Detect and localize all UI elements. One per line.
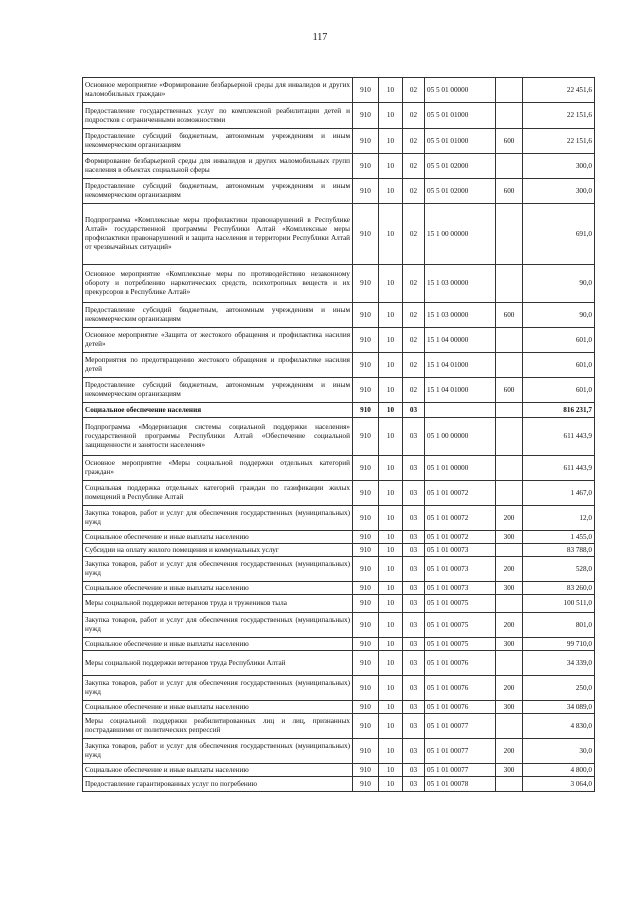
cell-expense-type: 300 (496, 701, 523, 714)
cell-section: 10 (379, 154, 403, 179)
cell-amount: 4 800,0 (523, 764, 595, 777)
cell-amount: 30,0 (523, 739, 595, 764)
cell-section: 10 (379, 78, 403, 103)
budget-table (82, 77, 595, 792)
cell-target-article: 05 1 01 00075 (425, 638, 496, 651)
cell-expense-type (496, 204, 523, 265)
cell-section: 10 (379, 544, 403, 557)
cell-amount: 691,0 (523, 204, 595, 265)
cell-admin-code: 910 (353, 764, 379, 777)
cell-admin-code: 910 (353, 353, 379, 378)
cell-subsection: 02 (403, 129, 425, 154)
cell-subsection: 02 (403, 103, 425, 129)
cell-expense-type (496, 403, 523, 418)
cell-expense-type: 600 (496, 303, 523, 328)
cell-expense-type (496, 418, 523, 456)
cell-section: 10 (379, 764, 403, 777)
cell-amount: 22 151,6 (523, 103, 595, 129)
cell-expense-type (496, 481, 523, 506)
cell-target-article: 15 1 04 00000 (425, 328, 496, 353)
cell-name: Закупка товаров, работ и услуг для обеспечения государственных (муниципальных) нужд (83, 557, 353, 582)
cell-expense-type: 300 (496, 531, 523, 544)
cell-subsection: 03 (403, 418, 425, 456)
table-row (83, 777, 595, 792)
cell-subsection: 03 (403, 557, 425, 582)
cell-subsection: 03 (403, 651, 425, 676)
table-row (83, 456, 595, 481)
cell-admin-code: 910 (353, 739, 379, 764)
cell-subsection: 03 (403, 676, 425, 701)
cell-admin-code: 910 (353, 403, 379, 418)
table-row (83, 353, 595, 378)
cell-name: Социальное обеспечение и иные выплаты населению (83, 701, 353, 714)
table-row (83, 154, 595, 179)
cell-section: 10 (379, 613, 403, 638)
cell-target-article: 05 1 01 00076 (425, 651, 496, 676)
cell-subsection: 03 (403, 613, 425, 638)
cell-amount: 99 710,0 (523, 638, 595, 651)
table-row (83, 179, 595, 204)
cell-name: Социальное обеспечение населения (83, 403, 353, 418)
cell-name: Предоставление субсидий бюджетным, автономным учреждениям и иным некоммерческим организациям (83, 179, 353, 204)
cell-section: 10 (379, 418, 403, 456)
cell-target-article: 05 5 01 01000 (425, 129, 496, 154)
cell-name: Предоставление субсидий бюджетным, автономным учреждениям и иным некоммерческим организациям (83, 303, 353, 328)
cell-amount: 83 260,0 (523, 582, 595, 595)
table-row (83, 418, 595, 456)
table-row (83, 103, 595, 129)
cell-admin-code: 910 (353, 179, 379, 204)
cell-name: Закупка товаров, работ и услуг для обеспечения государственных (муниципальных) нужд (83, 613, 353, 638)
cell-amount: 34 089,0 (523, 701, 595, 714)
cell-section: 10 (379, 777, 403, 792)
cell-section: 10 (379, 265, 403, 303)
cell-name: Основное мероприятие «Формирование безбарьерной среды для инвалидов и других маломобильных граждан» (83, 78, 353, 103)
cell-subsection: 03 (403, 481, 425, 506)
cell-target-article: 05 1 01 00077 (425, 714, 496, 739)
cell-amount: 300,0 (523, 154, 595, 179)
cell-target-article: 05 1 01 00076 (425, 676, 496, 701)
cell-admin-code: 910 (353, 544, 379, 557)
cell-amount: 300,0 (523, 179, 595, 204)
cell-target-article: 05 1 01 00075 (425, 613, 496, 638)
cell-admin-code: 910 (353, 418, 379, 456)
cell-target-article: 15 1 03 00000 (425, 265, 496, 303)
cell-expense-type: 300 (496, 582, 523, 595)
cell-target-article: 05 1 01 00073 (425, 582, 496, 595)
cell-section: 10 (379, 676, 403, 701)
cell-expense-type: 200 (496, 557, 523, 582)
cell-section: 10 (379, 595, 403, 613)
table-row (83, 78, 595, 103)
cell-name: Закупка товаров, работ и услуг для обеспечения государственных (муниципальных) нужд (83, 739, 353, 764)
cell-target-article: 05 1 01 00000 (425, 456, 496, 481)
cell-target-article: 05 1 01 00073 (425, 557, 496, 582)
cell-admin-code: 910 (353, 78, 379, 103)
cell-admin-code: 910 (353, 103, 379, 129)
cell-amount: 601,0 (523, 353, 595, 378)
cell-target-article: 05 1 01 00078 (425, 777, 496, 792)
cell-subsection: 03 (403, 595, 425, 613)
cell-amount: 22 151,6 (523, 129, 595, 154)
cell-subsection: 02 (403, 353, 425, 378)
cell-subsection: 02 (403, 179, 425, 204)
table-row (83, 303, 595, 328)
cell-target-article: 05 1 01 00077 (425, 764, 496, 777)
cell-subsection: 03 (403, 403, 425, 418)
cell-amount: 4 830,0 (523, 714, 595, 739)
table-row (83, 582, 595, 595)
cell-amount: 816 231,7 (523, 403, 595, 418)
cell-amount: 528,0 (523, 557, 595, 582)
table-row (83, 714, 595, 739)
cell-name: Предоставление государственных услуг по комплексной реабилитации детей и подростков с ограниченными возможностями (83, 103, 353, 129)
table-row (83, 739, 595, 764)
cell-admin-code: 910 (353, 777, 379, 792)
cell-expense-type: 600 (496, 179, 523, 204)
cell-section: 10 (379, 739, 403, 764)
cell-name: Социальное обеспечение и иные выплаты населению (83, 764, 353, 777)
cell-name: Меры социальной поддержки ветеранов труда и тружеников тыла (83, 595, 353, 613)
cell-subsection: 02 (403, 78, 425, 103)
cell-section: 10 (379, 129, 403, 154)
cell-subsection: 03 (403, 638, 425, 651)
cell-name: Предоставление субсидий бюджетным, автономным учреждениям и иным некоммерческим организациям (83, 378, 353, 403)
cell-expense-type: 200 (496, 613, 523, 638)
cell-amount: 250,0 (523, 676, 595, 701)
cell-expense-type (496, 595, 523, 613)
cell-expense-type: 600 (496, 378, 523, 403)
cell-amount: 3 064,0 (523, 777, 595, 792)
cell-target-article: 15 1 04 01000 (425, 378, 496, 403)
cell-subsection: 03 (403, 582, 425, 595)
cell-amount: 601,0 (523, 328, 595, 353)
cell-target-article: 05 5 01 02000 (425, 154, 496, 179)
table-row (83, 129, 595, 154)
cell-section: 10 (379, 481, 403, 506)
cell-name: Субсидии на оплату жилого помещения и коммунальных услуг (83, 544, 353, 557)
cell-admin-code: 910 (353, 378, 379, 403)
table-row (83, 544, 595, 557)
cell-target-article (425, 403, 496, 418)
cell-expense-type (496, 103, 523, 129)
cell-section: 10 (379, 403, 403, 418)
cell-section: 10 (379, 353, 403, 378)
table-row (83, 651, 595, 676)
table-row (83, 701, 595, 714)
cell-admin-code: 910 (353, 638, 379, 651)
table-row (83, 676, 595, 701)
cell-expense-type: 300 (496, 764, 523, 777)
cell-section: 10 (379, 714, 403, 739)
cell-amount: 1 467,0 (523, 481, 595, 506)
cell-admin-code: 910 (353, 701, 379, 714)
cell-amount: 1 455,0 (523, 531, 595, 544)
cell-expense-type (496, 328, 523, 353)
table-row (83, 531, 595, 544)
page-number: 117 (312, 32, 328, 43)
cell-expense-type (496, 714, 523, 739)
table-row (83, 378, 595, 403)
cell-admin-code: 910 (353, 613, 379, 638)
table-row (83, 506, 595, 531)
cell-section: 10 (379, 179, 403, 204)
cell-name: Закупка товаров, работ и услуг для обеспечения государственных (муниципальных) нужд (83, 676, 353, 701)
cell-section: 10 (379, 204, 403, 265)
cell-admin-code: 910 (353, 204, 379, 265)
cell-amount: 22 451,6 (523, 78, 595, 103)
cell-target-article: 15 1 03 00000 (425, 303, 496, 328)
table-row (83, 403, 595, 418)
cell-subsection: 03 (403, 544, 425, 557)
cell-expense-type (496, 78, 523, 103)
cell-amount: 12,0 (523, 506, 595, 531)
cell-subsection: 03 (403, 701, 425, 714)
cell-admin-code: 910 (353, 595, 379, 613)
cell-section: 10 (379, 506, 403, 531)
cell-admin-code: 910 (353, 328, 379, 353)
cell-name: Основное мероприятие «Меры социальной поддержки отдельных категорий граждан» (83, 456, 353, 481)
cell-name: Социальное обеспечение и иные выплаты населению (83, 638, 353, 651)
cell-section: 10 (379, 638, 403, 651)
cell-expense-type (496, 651, 523, 676)
cell-subsection: 03 (403, 714, 425, 739)
cell-target-article: 05 1 01 00072 (425, 531, 496, 544)
cell-name: Социальная поддержка отдельных категорий граждан по газификации жилых помещений в Республике Алтай (83, 481, 353, 506)
cell-subsection: 03 (403, 456, 425, 481)
cell-amount: 100 511,0 (523, 595, 595, 613)
cell-subsection: 02 (403, 328, 425, 353)
cell-expense-type (496, 456, 523, 481)
table-row (83, 638, 595, 651)
cell-expense-type (496, 154, 523, 179)
table-row (83, 328, 595, 353)
cell-name: Социальное обеспечение и иные выплаты населению (83, 531, 353, 544)
cell-amount: 801,0 (523, 613, 595, 638)
budget-table-body (83, 78, 595, 792)
cell-name: Основное мероприятие «Комплексные меры по противодействию незаконному обороту и потреблению наркотических средств, психотропных веществ и их прекурсоров в Республике Алтай» (83, 265, 353, 303)
cell-admin-code: 910 (353, 506, 379, 531)
cell-name: Предоставление гарантированных услуг по погребению (83, 777, 353, 792)
cell-section: 10 (379, 557, 403, 582)
cell-expense-type (496, 544, 523, 557)
cell-name: Социальное обеспечение и иные выплаты населению (83, 582, 353, 595)
cell-subsection: 03 (403, 531, 425, 544)
cell-target-article: 05 1 01 00072 (425, 506, 496, 531)
cell-admin-code: 910 (353, 531, 379, 544)
cell-target-article: 15 1 04 01000 (425, 353, 496, 378)
cell-section: 10 (379, 303, 403, 328)
cell-section: 10 (379, 531, 403, 544)
cell-name: Подпрограмма «Комплексные меры профилактики правонарушений в Республике Алтай» государственной программы Республики Алтай «Комплексные меры профилактики правонарушений и защита населения и территории Республики Алтай от чрезвычайных ситуаций» (83, 204, 353, 265)
cell-target-article: 15 1 00 00000 (425, 204, 496, 265)
cell-name: Основное мероприятие «Защита от жестокого обращения и профилактика насилия детей» (83, 328, 353, 353)
cell-subsection: 03 (403, 739, 425, 764)
cell-admin-code: 910 (353, 265, 379, 303)
table-row (83, 265, 595, 303)
table-row (83, 557, 595, 582)
cell-section: 10 (379, 328, 403, 353)
cell-section: 10 (379, 651, 403, 676)
cell-amount: 601,0 (523, 378, 595, 403)
cell-admin-code: 910 (353, 481, 379, 506)
cell-amount: 90,0 (523, 265, 595, 303)
cell-amount: 34 339,0 (523, 651, 595, 676)
cell-subsection: 02 (403, 378, 425, 403)
table-row (83, 481, 595, 506)
cell-target-article: 05 1 01 00077 (425, 739, 496, 764)
cell-expense-type: 200 (496, 739, 523, 764)
cell-target-article: 05 5 01 02000 (425, 179, 496, 204)
cell-section: 10 (379, 582, 403, 595)
cell-subsection: 03 (403, 506, 425, 531)
cell-admin-code: 910 (353, 651, 379, 676)
cell-expense-type: 600 (496, 129, 523, 154)
cell-name: Предоставление субсидий бюджетным, автономным учреждениям и иным некоммерческим организациям (83, 129, 353, 154)
cell-expense-type (496, 353, 523, 378)
cell-subsection: 03 (403, 777, 425, 792)
cell-expense-type: 200 (496, 506, 523, 531)
cell-expense-type (496, 265, 523, 303)
cell-subsection: 02 (403, 154, 425, 179)
cell-section: 10 (379, 456, 403, 481)
cell-admin-code: 910 (353, 714, 379, 739)
cell-admin-code: 910 (353, 557, 379, 582)
cell-admin-code: 910 (353, 582, 379, 595)
cell-name: Подпрограмма «Модернизация системы социальной поддержки населения» государственной программы Республики Алтай «Обеспечение социальной защищенности и занятости населения» (83, 418, 353, 456)
cell-expense-type: 200 (496, 676, 523, 701)
cell-target-article: 05 1 00 00000 (425, 418, 496, 456)
cell-admin-code: 910 (353, 129, 379, 154)
cell-name: Закупка товаров, работ и услуг для обеспечения государственных (муниципальных) нужд (83, 506, 353, 531)
cell-target-article: 05 1 01 00076 (425, 701, 496, 714)
cell-amount: 611 443,9 (523, 456, 595, 481)
cell-admin-code: 910 (353, 154, 379, 179)
cell-target-article: 05 5 01 01000 (425, 103, 496, 129)
cell-subsection: 03 (403, 764, 425, 777)
cell-subsection: 02 (403, 303, 425, 328)
cell-amount: 90,0 (523, 303, 595, 328)
cell-name: Меры социальной поддержки ветеранов труда Республики Алтай (83, 651, 353, 676)
table-row (83, 764, 595, 777)
cell-target-article: 05 5 01 00000 (425, 78, 496, 103)
cell-subsection: 02 (403, 265, 425, 303)
table-row (83, 595, 595, 613)
cell-section: 10 (379, 103, 403, 129)
cell-admin-code: 910 (353, 456, 379, 481)
cell-subsection: 02 (403, 204, 425, 265)
cell-section: 10 (379, 701, 403, 714)
table-row (83, 613, 595, 638)
cell-admin-code: 910 (353, 303, 379, 328)
cell-section: 10 (379, 378, 403, 403)
cell-name: Мероприятия по предотвращению жестокого обращения и профилактике насилия детей (83, 353, 353, 378)
cell-name: Меры социальной поддержки реабилитированных лиц и лиц, признанных пострадавшими от политических репрессий (83, 714, 353, 739)
cell-target-article: 05 1 01 00072 (425, 481, 496, 506)
cell-admin-code: 910 (353, 676, 379, 701)
cell-amount: 611 443,9 (523, 418, 595, 456)
cell-expense-type (496, 777, 523, 792)
cell-target-article: 05 1 01 00075 (425, 595, 496, 613)
cell-name: Формирование безбарьерной среды для инвалидов и других маломобильных групп населения в объектах социальной сферы (83, 154, 353, 179)
cell-target-article: 05 1 01 00073 (425, 544, 496, 557)
cell-expense-type: 300 (496, 638, 523, 651)
cell-amount: 83 788,0 (523, 544, 595, 557)
table-row (83, 204, 595, 265)
